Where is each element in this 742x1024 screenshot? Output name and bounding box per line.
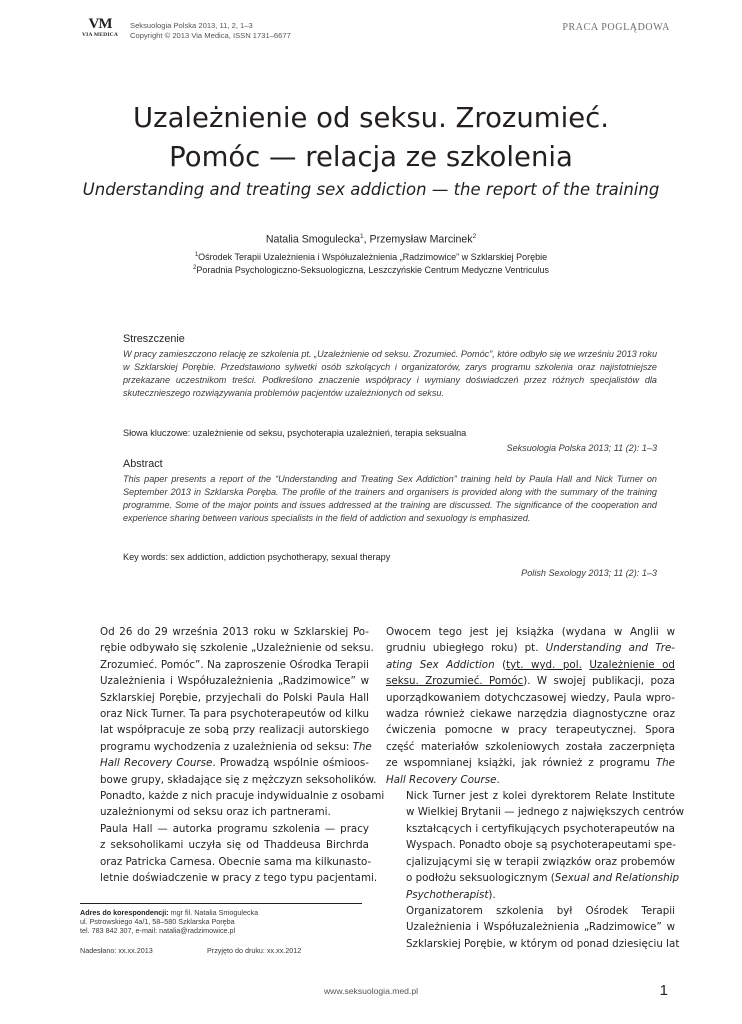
text-italic: The — [655, 757, 675, 770]
text-italic: Psychotherapist — [406, 888, 489, 901]
page-number: 1 — [659, 982, 668, 999]
authors — [60, 233, 682, 246]
text-line: Uzależnienia i Współuzależnienia „Radzimowice” w — [100, 675, 369, 688]
text-line: bowe grupy, składające się z mężczyzn seksoholików. — [100, 773, 377, 786]
text-line: Paula Hall — autorka programu szkolenia — pracy — [100, 822, 369, 835]
text-line: wadza również ciekawe narzędzia diagnostyczne oraz — [386, 708, 675, 721]
correspondence-line-3: tel. 783 842 307, e-mail: natalia@radzimowice.pl — [80, 926, 236, 935]
text-italic: Understanding and Tre- — [545, 642, 675, 655]
author-1: Natalia Smogulecka — [265, 233, 361, 246]
text-line: Wyspach. Ponadto oboje są psychoterapeutami spe- — [406, 839, 676, 852]
copyright-line: Copyright © 2013 Via Medica, ISSN 1731–6677 — [130, 31, 291, 40]
text-line: Uzależnienia i Współuzależnienia „Radzimowice” w — [406, 921, 675, 934]
author-2-sup: 2 — [472, 233, 477, 240]
text-underlined: tyt. wyd. pol. — [506, 658, 582, 671]
section-label: PRACA POGLĄDOWA — [562, 22, 670, 33]
text-line — [386, 640, 675, 656]
text-fragment: ). — [488, 888, 496, 901]
text-underlined: seksu. Zrozumieć. Pomóc — [386, 675, 524, 688]
text-line: Szklarskiej Porębie, w którym od ponad dziesięciu lat — [406, 937, 680, 950]
title-line-1: Uzależnienie od seksu. Zrozumieć. — [133, 102, 609, 134]
affiliation-2 — [60, 265, 682, 275]
text-line: Organizatorem szkolenia był Ośrodek Terapii — [406, 904, 675, 917]
text-line — [386, 772, 675, 788]
correspondence-label: Adres do korespondencji: — [80, 908, 169, 917]
correspondence-name: mgr fil. Natalia Smogulecka — [168, 908, 259, 917]
text-line — [386, 870, 680, 886]
streszczenie-text: W pracy zamieszczono relację ze szkolenia pt. „Uzależnienie od seksu. Zrozumieć. Pomóc”, które odbyło się we wrześniu 2013 roku w Szklarskiej Porębie. Przedstawiono sylwetki osób szkolących i organizatorów, zarys programu szkolenia oraz najistotniejsze przekazane uczestnikom treści. Podkreślono znaczenie współpracy i wymiany doświadczeń przez różnych specjalistów dla skutecznieszego rozwiązywania problemów pacjentów uzależnionych od seksu. — [123, 349, 657, 398]
text-line: oraz Nick Turner. Ta para psychoterapeutów od kilku — [100, 708, 369, 721]
affiliation-1-sup: 1 — [194, 252, 199, 258]
affiliation-1-text: Ośrodek Terapii Uzależnienia i Współuzależnienia „Radzimowice” w Szklarskiej Porębie — [198, 252, 548, 262]
text-line — [386, 673, 675, 689]
abstract-heading: Abstract — [123, 458, 163, 470]
text-italic: Hall Recovery Course — [100, 757, 213, 770]
streszczenie-citation: Seksuologia Polska 2013; 11 (2): 1–3 — [506, 443, 657, 453]
title-line-2: Pomóc — relacja ze szkolenia — [169, 141, 573, 173]
abstract-citation: Polish Sexology 2013; 11 (2): 1–3 — [521, 568, 657, 578]
text-line — [386, 755, 675, 771]
text-underlined: Uzależnienie od — [589, 658, 675, 671]
accepted-date: Przyjęto do druku: xx.xx.2012 — [207, 946, 302, 955]
text-line: uporządkowaniem dotychczasowej wiedzy, Paula wpro- — [386, 691, 675, 704]
text-fragment: ( — [494, 658, 507, 671]
journal-line: Seksuologia Polska 2013, 11, 2, 1–3 — [130, 21, 253, 30]
text-italic: The — [349, 740, 372, 753]
text-line: w Wielkiej Brytanii — jednego z największych centrów — [406, 806, 685, 819]
text-fragment: programu wychodzenia z uzależnienia od seksu: — [100, 740, 350, 753]
text-line: Owocem tego jest jej książka (wydana w Anglii w — [386, 626, 675, 638]
affiliation-1 — [60, 252, 682, 262]
streszczenie-keywords: Słowa kluczowe: uzależnienie od seksu, psychoterapia uzależnień, terapia seksualna — [123, 428, 467, 438]
received-date: Nadesłano: xx.xx.2013 — [80, 946, 153, 955]
text-fragment: grudniu ubiegłego roku) pt. — [386, 642, 539, 655]
body-left-column — [80, 624, 385, 887]
body-left-paragraph-1 — [80, 624, 385, 821]
text-line — [386, 657, 675, 673]
text-italic: Hall Recovery Course — [386, 773, 497, 786]
body-right-paragraph-3 — [386, 903, 680, 952]
text-fragment: o podłożu seksuologicznym ( — [406, 872, 555, 885]
publisher-logo — [80, 18, 120, 42]
streszczenie-heading: Streszczenie — [123, 333, 185, 345]
text-fragment: ). W swojej publikacji, poza — [523, 675, 675, 688]
text-line: Nick Turner jest z kolei dyrektorem Relate Institute — [406, 790, 675, 803]
body-right-paragraph-2 — [386, 788, 685, 903]
text-line: z seksoholikami uczyła się od Thaddeusa Birchrda — [100, 839, 369, 852]
title-english: Understanding and treating sex addiction — the report of the training — [82, 180, 660, 199]
text-line — [80, 739, 372, 755]
body-right-paragraph-1 — [386, 624, 675, 788]
text-line: uzależnionymi od seksu oraz ich partnerami. — [100, 806, 331, 819]
affiliation-2-sup: 2 — [192, 265, 197, 271]
text-line: część materiałów szkoleniowych została zaczerpnięta — [386, 740, 675, 753]
text-italic: Sexual and Relationship — [554, 872, 680, 885]
logo-mark: VM — [88, 16, 112, 32]
text-line: oraz Patricka Carnesa. Obecnie sama ma kilkunasto- — [100, 855, 372, 868]
text-line: lat współpracuje ze sobą przy realizacji autorskiego — [100, 724, 369, 737]
text-fragment: ze wspomnianej książki, jak również z programu — [386, 757, 650, 770]
text-line: Ponadto, każde z nich pracuje indywidualnie z osobami — [100, 790, 385, 803]
author-2: Przemysław Marcinek — [369, 233, 473, 246]
text-line: Szklarskiej Porębie, przyjechali do Polski Paula Hall — [100, 691, 369, 704]
affiliation-2-text: Poradnia Psychologiczno-Seksuologiczna, Leszczyńskie Centrum Medyczne Ventriculus — [196, 265, 550, 275]
text-line: ćwiczenia pomocne w pracy terapeutycznej. Spora — [386, 724, 675, 737]
text-italic: ating Sex Addiction — [386, 658, 495, 671]
text-fragment: . Prowadzą wspólnie ośmioos- — [212, 757, 369, 770]
author-1-sup: 1 — [360, 233, 364, 240]
text-line: Od 26 do 29 września 2013 roku w Szklarskiej Po- — [100, 626, 369, 638]
text-line: Zrozumieć. Pomóc”. Na zaproszenie Ośrodka Terapii — [100, 658, 369, 671]
text-line: kształcących i certyfikujących psychoterapeutów na — [406, 822, 675, 835]
author-separator: , — [363, 233, 370, 246]
correspondence-line-2: ul. Pstrowskiego 4a/1, 58–580 Szklarska Poręba — [80, 917, 235, 926]
abstract-text: This paper presents a report of the “Understanding and Treating Sex Addiction” training held by Paula Hall and Nick Turner on September 2013 in Szklarska Poręba. The profile of the trainers and organisers is provided along with the summary of the training programme. Some of the major points and issues addressed at the training are discussed. The significance of the cooperation and experience sharing between various specialists in the field of addiction and sexuology is emphasized. — [123, 474, 657, 523]
abstract-keywords: Key words: sex addiction, addiction psychotherapy, sexual therapy — [123, 552, 391, 562]
body-left-paragraph-2 — [80, 821, 378, 887]
text-line: letnie doświadczenie w pracy z tego typu pacjentami. — [100, 872, 378, 885]
logo-text: VIA MEDICA — [81, 32, 119, 38]
footnote-divider — [80, 903, 362, 904]
body-right-column — [386, 624, 685, 952]
text-line — [386, 887, 675, 903]
correspondence-line-1 — [80, 908, 258, 917]
journal-url[interactable]: www.seksuologia.med.pl — [323, 986, 419, 996]
text-line — [80, 755, 369, 771]
text-line: cjalizującymi się w terapii związków oraz probemów — [406, 855, 675, 868]
text-line: rębie odbywało się szkolenie „Uzależnienie od seksu. — [100, 642, 374, 655]
text-fragment: . — [496, 773, 500, 786]
